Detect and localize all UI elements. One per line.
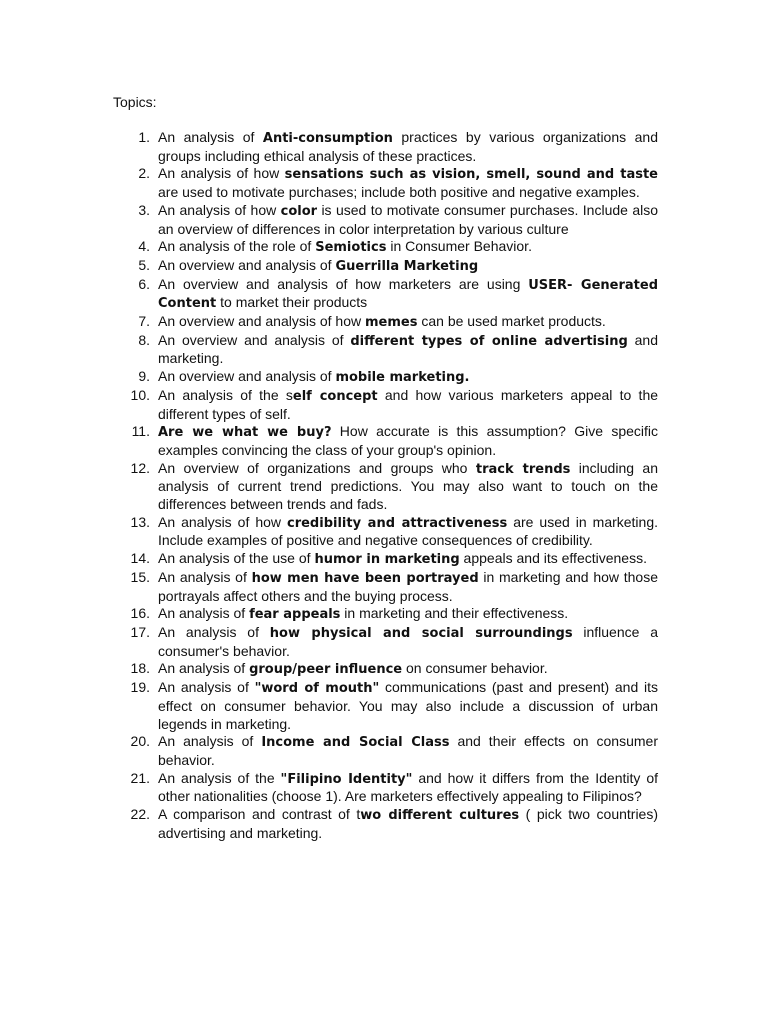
topic-text: is used to motivate consumer purchases. Include also an overview of differences in color interpretation by various culture	[158, 201, 659, 237]
topic-text: practices by various organizations and groups including ethical analysis of these practices.	[158, 129, 658, 164]
topics-heading: Topics:	[113, 94, 157, 110]
topic-text: An analysis of the s	[158, 386, 293, 403]
topic-item	[113, 679, 658, 733]
topic-number: 18.	[130, 660, 150, 677]
topic-item	[113, 332, 658, 368]
topic-item	[113, 257, 658, 276]
topic-emphasis: how men have been portrayed	[251, 570, 479, 586]
topic-number: 13.	[130, 513, 150, 530]
topic-item	[113, 624, 658, 660]
topic-number: 5.	[138, 256, 150, 273]
topic-emphasis: sensations such as vision, smell, sound and taste	[284, 167, 658, 183]
topic-text: An analysis of the	[158, 769, 281, 786]
topic-emphasis: elf concept	[292, 388, 378, 404]
topic-text: in marketing and their effectiveness.	[340, 605, 569, 622]
topic-emphasis: memes	[365, 315, 418, 331]
topic-item	[113, 238, 658, 257]
topic-text: on consumer behavior.	[402, 660, 548, 677]
topic-text: An analysis of	[158, 568, 252, 585]
topic-item	[113, 660, 658, 679]
topic-emphasis: "Filipino Identity"	[280, 771, 413, 787]
topic-emphasis: Are we what we buy?	[158, 425, 332, 441]
topic-item	[113, 569, 658, 605]
topic-text: A comparison and contrast of t	[158, 806, 361, 823]
topic-emphasis: fear appeals	[249, 607, 341, 623]
topic-emphasis: Income and Social Class	[261, 735, 450, 751]
topic-text: An analysis of how	[158, 165, 285, 182]
topic-list	[113, 129, 658, 842]
topic-text: An analysis of	[158, 129, 263, 145]
topic-number: 15.	[130, 568, 150, 585]
topic-text: An analysis of how	[158, 513, 287, 530]
topic-number: 1.	[138, 129, 150, 145]
topic-text: and how it differs from the Identity of other nationalities (choose 1). Are marketers effectively appealing to Filipinos?	[158, 769, 658, 805]
topic-number: 21.	[130, 769, 150, 786]
topic-number: 10.	[130, 386, 150, 403]
topic-emphasis: color	[280, 203, 318, 219]
topic-text: appeals and its effectiveness.	[459, 550, 647, 567]
topic-number: 12.	[130, 459, 150, 476]
topic-number: 22.	[130, 806, 150, 823]
topic-text: to market their products	[216, 294, 368, 311]
topic-emphasis: credibility and attractiveness	[287, 515, 508, 531]
topic-text: An overview and analysis of how	[158, 313, 365, 330]
topic-item	[113, 514, 658, 550]
topic-text: in marketing and how those portrayals affect others and the buying process.	[158, 568, 658, 604]
topic-emphasis: humor in marketing	[314, 552, 460, 568]
topic-number: 2.	[138, 165, 150, 182]
topic-text: An analysis of how	[158, 201, 281, 218]
topic-text: An overview and analysis of how marketers are using	[158, 275, 529, 292]
topic-number: 4.	[138, 238, 150, 255]
topic-text: An analysis of	[158, 605, 250, 622]
topic-emphasis: how physical and social surroundings	[269, 625, 573, 641]
topic-text: An overview of organizations and groups who	[158, 459, 476, 476]
topic-text: An analysis of	[158, 623, 270, 640]
topic-text: and marketing.	[158, 331, 659, 367]
topic-text: and how various marketers appeal to the different types of self.	[158, 386, 659, 422]
topic-number: 16.	[130, 605, 150, 622]
topic-text: are used to motivate purchases; include both positive and negative examples.	[158, 184, 640, 201]
topic-emphasis: track trends	[475, 461, 571, 477]
topic-item	[113, 605, 658, 624]
topic-item	[113, 276, 658, 313]
topic-item	[113, 387, 658, 423]
topic-emphasis: Guerrilla Marketing	[335, 258, 479, 274]
topic-item	[113, 165, 658, 201]
topic-item	[113, 806, 658, 842]
topic-emphasis: mobile marketing.	[335, 370, 470, 386]
topic-item	[113, 733, 658, 769]
topic-item	[113, 313, 658, 332]
topic-text: can be used market products.	[417, 313, 606, 330]
topic-item	[113, 550, 658, 569]
topic-item	[113, 460, 658, 514]
topic-emphasis: Anti-consumption	[262, 131, 393, 146]
topic-text: An analysis of the role of	[158, 238, 316, 255]
topic-item	[113, 423, 658, 459]
topic-number: 9.	[138, 368, 150, 385]
topic-number: 19.	[130, 679, 150, 696]
topic-item	[113, 770, 658, 806]
topic-text: An overview and analysis of	[158, 368, 336, 385]
topic-number: 3.	[138, 201, 150, 218]
topic-emphasis: wo different cultures	[360, 808, 520, 824]
topic-item	[113, 368, 658, 387]
topic-item	[113, 129, 658, 165]
topic-number: 20.	[130, 733, 150, 750]
topic-emphasis: Semiotics	[315, 240, 387, 256]
topic-text: in Consumer Behavior.	[386, 238, 532, 255]
topic-text: An overview and analysis of	[158, 256, 336, 273]
topic-emphasis: "word of mouth"	[254, 681, 380, 697]
topic-number: 7.	[138, 313, 150, 330]
topic-text: influence a consumer's behavior.	[158, 623, 658, 659]
topic-text: and their effects on consumer behavior.	[158, 733, 658, 768]
topic-text: are used in marketing. Include examples of positive and negative consequences of credibility.	[158, 513, 659, 549]
topic-text: An analysis of	[158, 733, 262, 750]
topic-text: An overview and analysis of	[158, 331, 351, 348]
topic-text: How accurate is this assumption? Give specific examples convincing the class of your group's opinion.	[158, 423, 658, 458]
topic-number: 6.	[138, 275, 150, 292]
topic-item	[113, 202, 658, 238]
topic-emphasis: different types of online advertising	[350, 333, 628, 349]
topic-number: 11.	[131, 423, 150, 440]
topic-number: 14.	[130, 550, 150, 567]
topic-emphasis: USER- Generated Content	[158, 277, 659, 312]
topic-number: 17.	[130, 623, 150, 640]
topic-number: 8.	[138, 331, 150, 348]
topic-text: including an analysis of current trend predictions. You may also want to touch on the differences between trends and fads.	[158, 459, 658, 513]
topic-emphasis: group/peer influence	[249, 662, 403, 678]
topic-text: An analysis of	[158, 660, 250, 677]
topic-text: communications (past and present) and its effect on consumer behavior. You may also include a discussion of urban legends in marketing.	[158, 679, 658, 732]
topic-text: ( pick two countries) advertising and marketing.	[158, 806, 659, 841]
topic-text: An analysis of the use of	[158, 550, 315, 567]
topic-text: An analysis of	[158, 679, 255, 696]
